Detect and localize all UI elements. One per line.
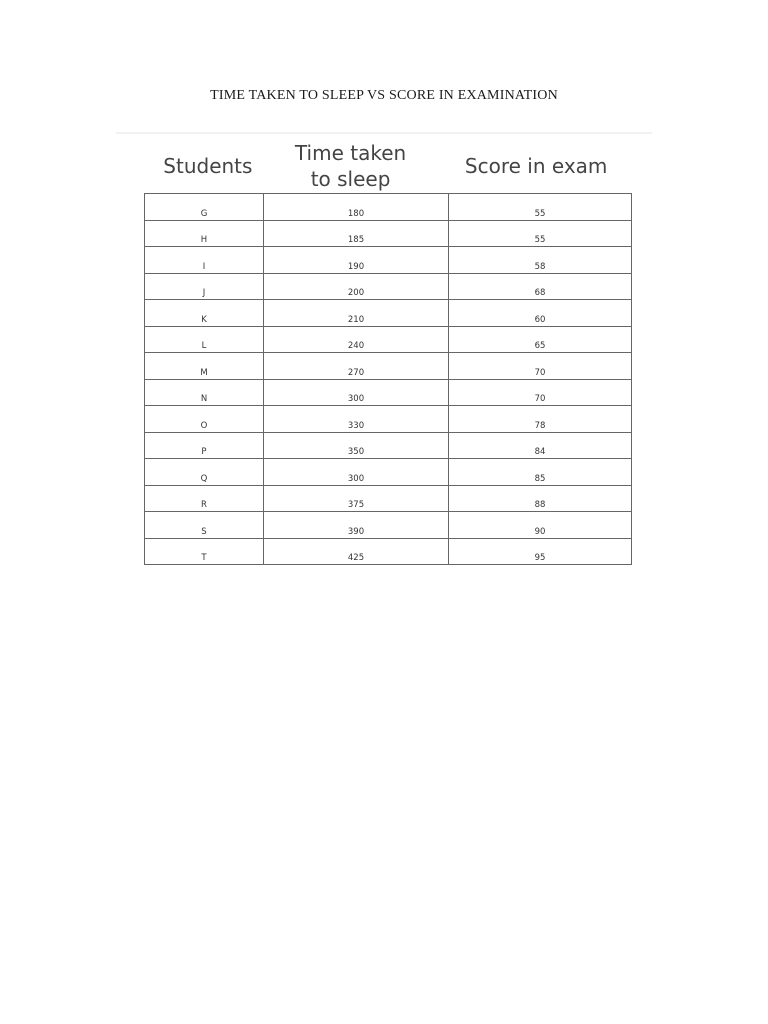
cell-score: 58 — [449, 247, 632, 274]
cell-score: 85 — [449, 459, 632, 486]
cell-score: 65 — [449, 326, 632, 353]
cell-student: J — [145, 273, 264, 300]
table-row — [145, 459, 632, 486]
cell-student: P — [145, 432, 264, 459]
cell-time: 375 — [264, 485, 449, 512]
cell-score: 78 — [449, 406, 632, 433]
cell-student: T — [145, 538, 264, 565]
table-row — [145, 247, 632, 274]
table-row — [145, 512, 632, 539]
cell-score: 55 — [449, 194, 632, 221]
cell-student: G — [145, 194, 264, 221]
table-row — [145, 538, 632, 565]
cell-score: 90 — [449, 512, 632, 539]
table-row — [145, 300, 632, 327]
cell-score: 84 — [449, 432, 632, 459]
table-header — [144, 140, 631, 192]
table-row — [145, 485, 632, 512]
table-row — [145, 326, 632, 353]
cell-time: 270 — [264, 353, 449, 380]
header-time-taken — [262, 140, 440, 192]
cell-student: I — [145, 247, 264, 274]
cell-student: M — [145, 353, 264, 380]
cell-score: 70 — [449, 379, 632, 406]
cell-time: 425 — [264, 538, 449, 565]
header-score: Score in exam — [464, 154, 608, 178]
cell-time: 390 — [264, 512, 449, 539]
cell-student: O — [145, 406, 264, 433]
cell-student: L — [145, 326, 264, 353]
document-title: TIME TAKEN TO SLEEP VS SCORE IN EXAMINATION — [210, 88, 558, 103]
cell-student: N — [145, 379, 264, 406]
cell-time: 185 — [264, 220, 449, 247]
cell-time: 190 — [264, 247, 449, 274]
cell-score: 70 — [449, 353, 632, 380]
cell-student: S — [145, 512, 264, 539]
table-row — [145, 194, 632, 221]
data-table — [144, 193, 632, 565]
table-row — [145, 353, 632, 380]
header-divider — [116, 132, 652, 134]
cell-student: H — [145, 220, 264, 247]
cell-time: 350 — [264, 432, 449, 459]
cell-time: 210 — [264, 300, 449, 327]
header-students: Students — [163, 154, 253, 178]
cell-student: K — [145, 300, 264, 327]
header-time-line1: Time taken — [294, 141, 407, 165]
cell-score: 88 — [449, 485, 632, 512]
cell-time: 240 — [264, 326, 449, 353]
cell-score: 60 — [449, 300, 632, 327]
cell-student: R — [145, 485, 264, 512]
cell-time: 180 — [264, 194, 449, 221]
cell-score: 95 — [449, 538, 632, 565]
cell-score: 55 — [449, 220, 632, 247]
cell-time: 300 — [264, 459, 449, 486]
table-row — [145, 379, 632, 406]
table-row — [145, 432, 632, 459]
table-row — [145, 220, 632, 247]
table-row — [145, 273, 632, 300]
table-row — [145, 406, 632, 433]
cell-student: Q — [145, 459, 264, 486]
header-time-line2: to sleep — [310, 167, 391, 191]
cell-time: 330 — [264, 406, 449, 433]
cell-time: 300 — [264, 379, 449, 406]
cell-time: 200 — [264, 273, 449, 300]
cell-score: 68 — [449, 273, 632, 300]
